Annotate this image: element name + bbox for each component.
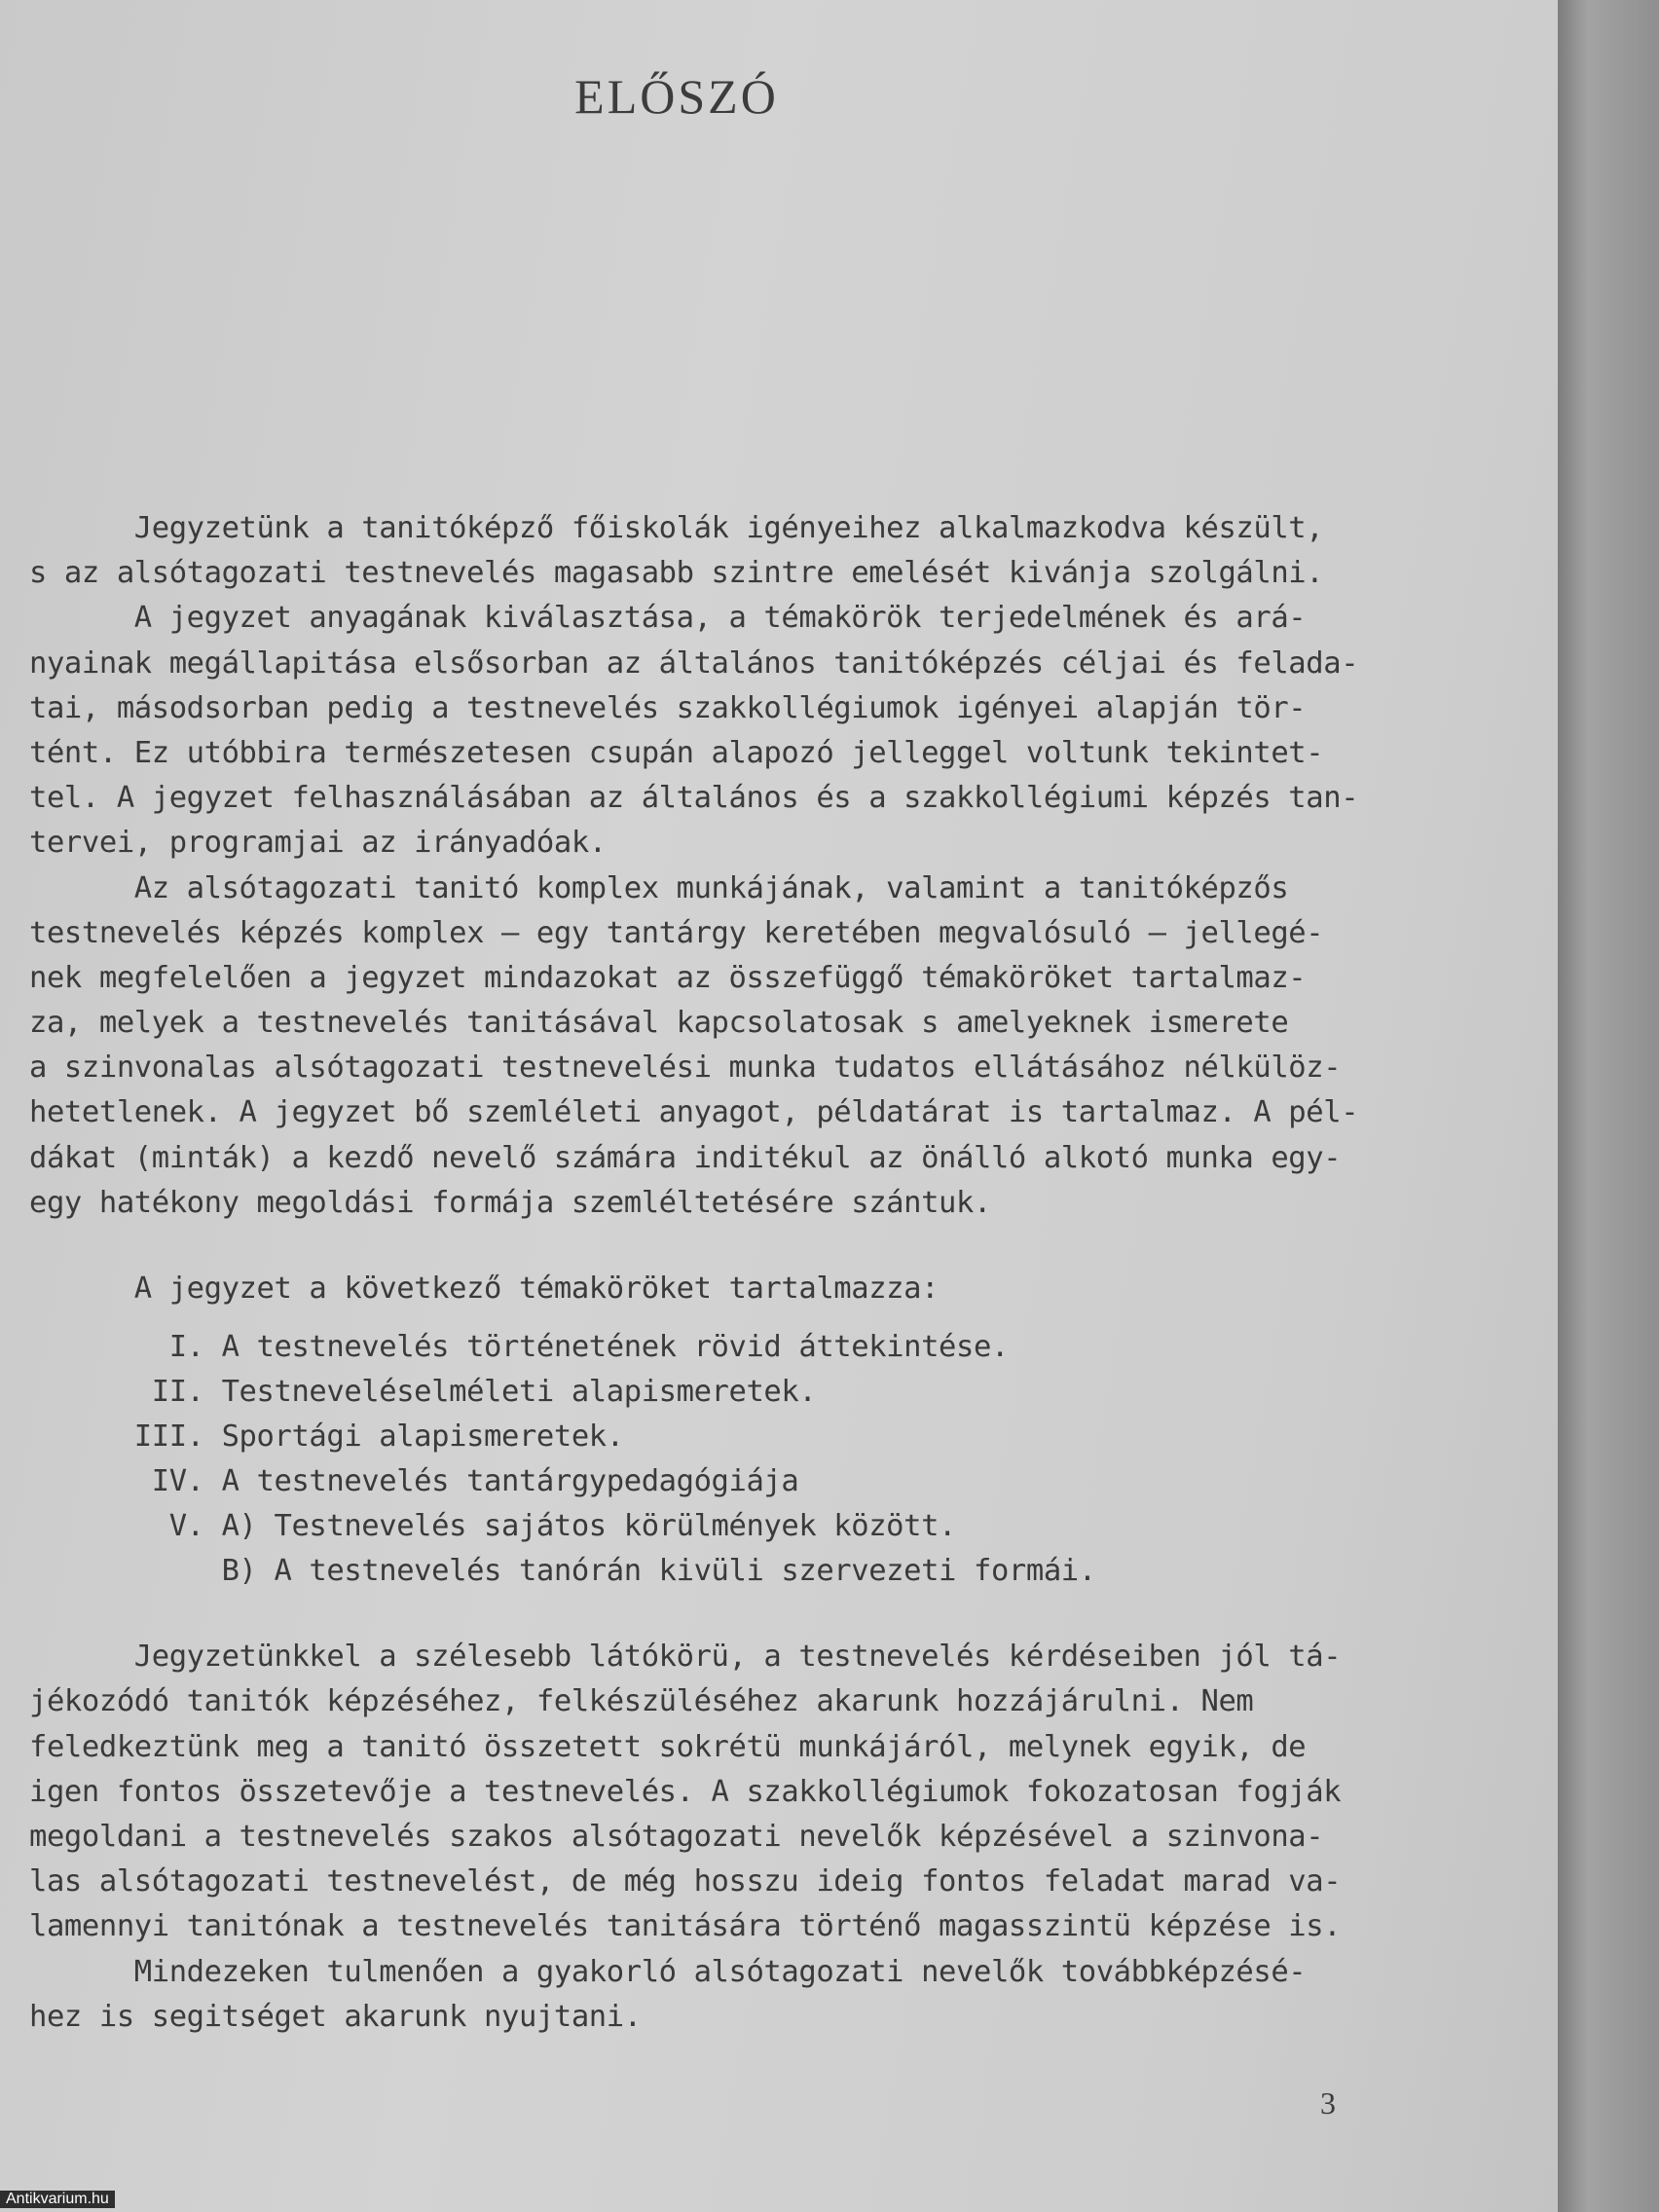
paragraph-intro [29,506,1365,1226]
page-number: 3 [1320,2085,1336,2120]
topic-list [29,1325,1365,1594]
text-line: a szinvonalas alsótagozati testnevelési munka tudatos ellátásához nélkülöz- [29,1051,1342,1086]
text-line: las alsótagozati testnevelést, de még hosszu ideig fontos feladat marad va- [29,1864,1342,1899]
topic-item: B) A testnevelés tanórán kivüli szervezeti formái. [29,1554,1096,1589]
text-line: nek megfelelően a jegyzet mindazokat az összefüggő témaköröket tartalmaz- [29,960,1307,995]
text-line: hetetlenek. A jegyzet bő szemléleti anyagot, példatárat is tartalmaz. A pél- [29,1095,1359,1130]
topic-item: I. A testnevelés történetének rövid áttekintése. [29,1330,1009,1365]
watermark: Antikvarium.hu [0,2191,115,2208]
text-line: egy hatékony megoldási formája szemléltetésére szántuk. [29,1185,991,1220]
text-line: Mindezeken tulmenően a gyakorló alsótagozati nevelők továbbképzésé- [29,1954,1307,1989]
text-line: s az alsótagozati testnevelés magasabb szintre emelését kivánja szolgálni. [29,556,1324,591]
text-line: A jegyzet anyagának kiválasztása, a témakörök terjedelmének és ará- [29,601,1307,636]
text-line: tai, másodsorban pedig a testnevelés szakkollégiumok igényei alapján tör- [29,690,1307,725]
text-line: Jegyzetünkkel a szélesebb látókörü, a testnevelés kérdéseiben jól tá- [29,1640,1342,1675]
body-text [29,506,1365,2040]
topic-item: II. Testneveléselméleti alapismeretek. [29,1375,817,1410]
text-line: feledkeztünk meg a tanitó összetett sokrétü munkájáról, melynek egyik, de [29,1729,1307,1764]
page-edge [1558,0,1659,2212]
text-line: tervei, programjai az irányadóak. [29,826,607,861]
topic-item: III. Sportági alapismeretek. [29,1419,624,1455]
text-line: Az alsótagozati tanitó komplex munkájának, valamint a tanitóképzős [29,870,1289,905]
text-line: jékozódó tanitók képzéséhez, felkészüléséhez akarunk hozzájárulni. Nem [29,1684,1254,1719]
text-line: lamennyi tanitónak a testnevelés tanitására történő magasszintü képzése is. [29,1909,1342,1944]
text-line: A jegyzet a következő témaköröket tartalmazza: [29,1272,940,1306]
text-line: hez is segitséget akarunk nyujtani. [29,1999,642,2034]
text-line: nyainak megállapitása elsősorban az általános tanitóképzés céljai és felada- [29,645,1359,681]
text-line: dákat (minták) a kezdő nevelő számára inditékul az önálló alkotó munka egy- [29,1140,1342,1175]
text-line: tént. Ez utóbbira természetesen csupán alapozó jelleggel voltunk tekintet- [29,735,1324,770]
text-line: za, melyek a testnevelés tanitásával kapcsolatosak s amelyeknek ismerete [29,1006,1289,1041]
text-line: tel. A jegyzet felhasználásában az általános és a szakkollégiumi képzés tan- [29,781,1359,816]
page-title: ELŐSZÓ [574,69,779,124]
paragraph-closing [29,1635,1365,2040]
topic-item: V. A) Testnevelés sajátos körülmények között. [29,1509,957,1544]
topic-item: IV. A testnevelés tantárgypedagógiája [29,1464,799,1499]
paragraph-toc-intro [29,1267,1365,1311]
text-line: testnevelés képzés komplex – egy tantárgy keretében megvalósuló – jellegé- [29,915,1324,950]
text-line: Jegyzetünk a tanitóképző főiskolák igényeihez alkalmazkodva készült, [29,511,1324,545]
text-line: igen fontos összetevője a testnevelés. A szakkollégiumok fokozatosan fogják [29,1774,1342,1809]
text-line: megoldani a testnevelés szakos alsótagozati nevelők képzésével a szinvona- [29,1819,1324,1854]
